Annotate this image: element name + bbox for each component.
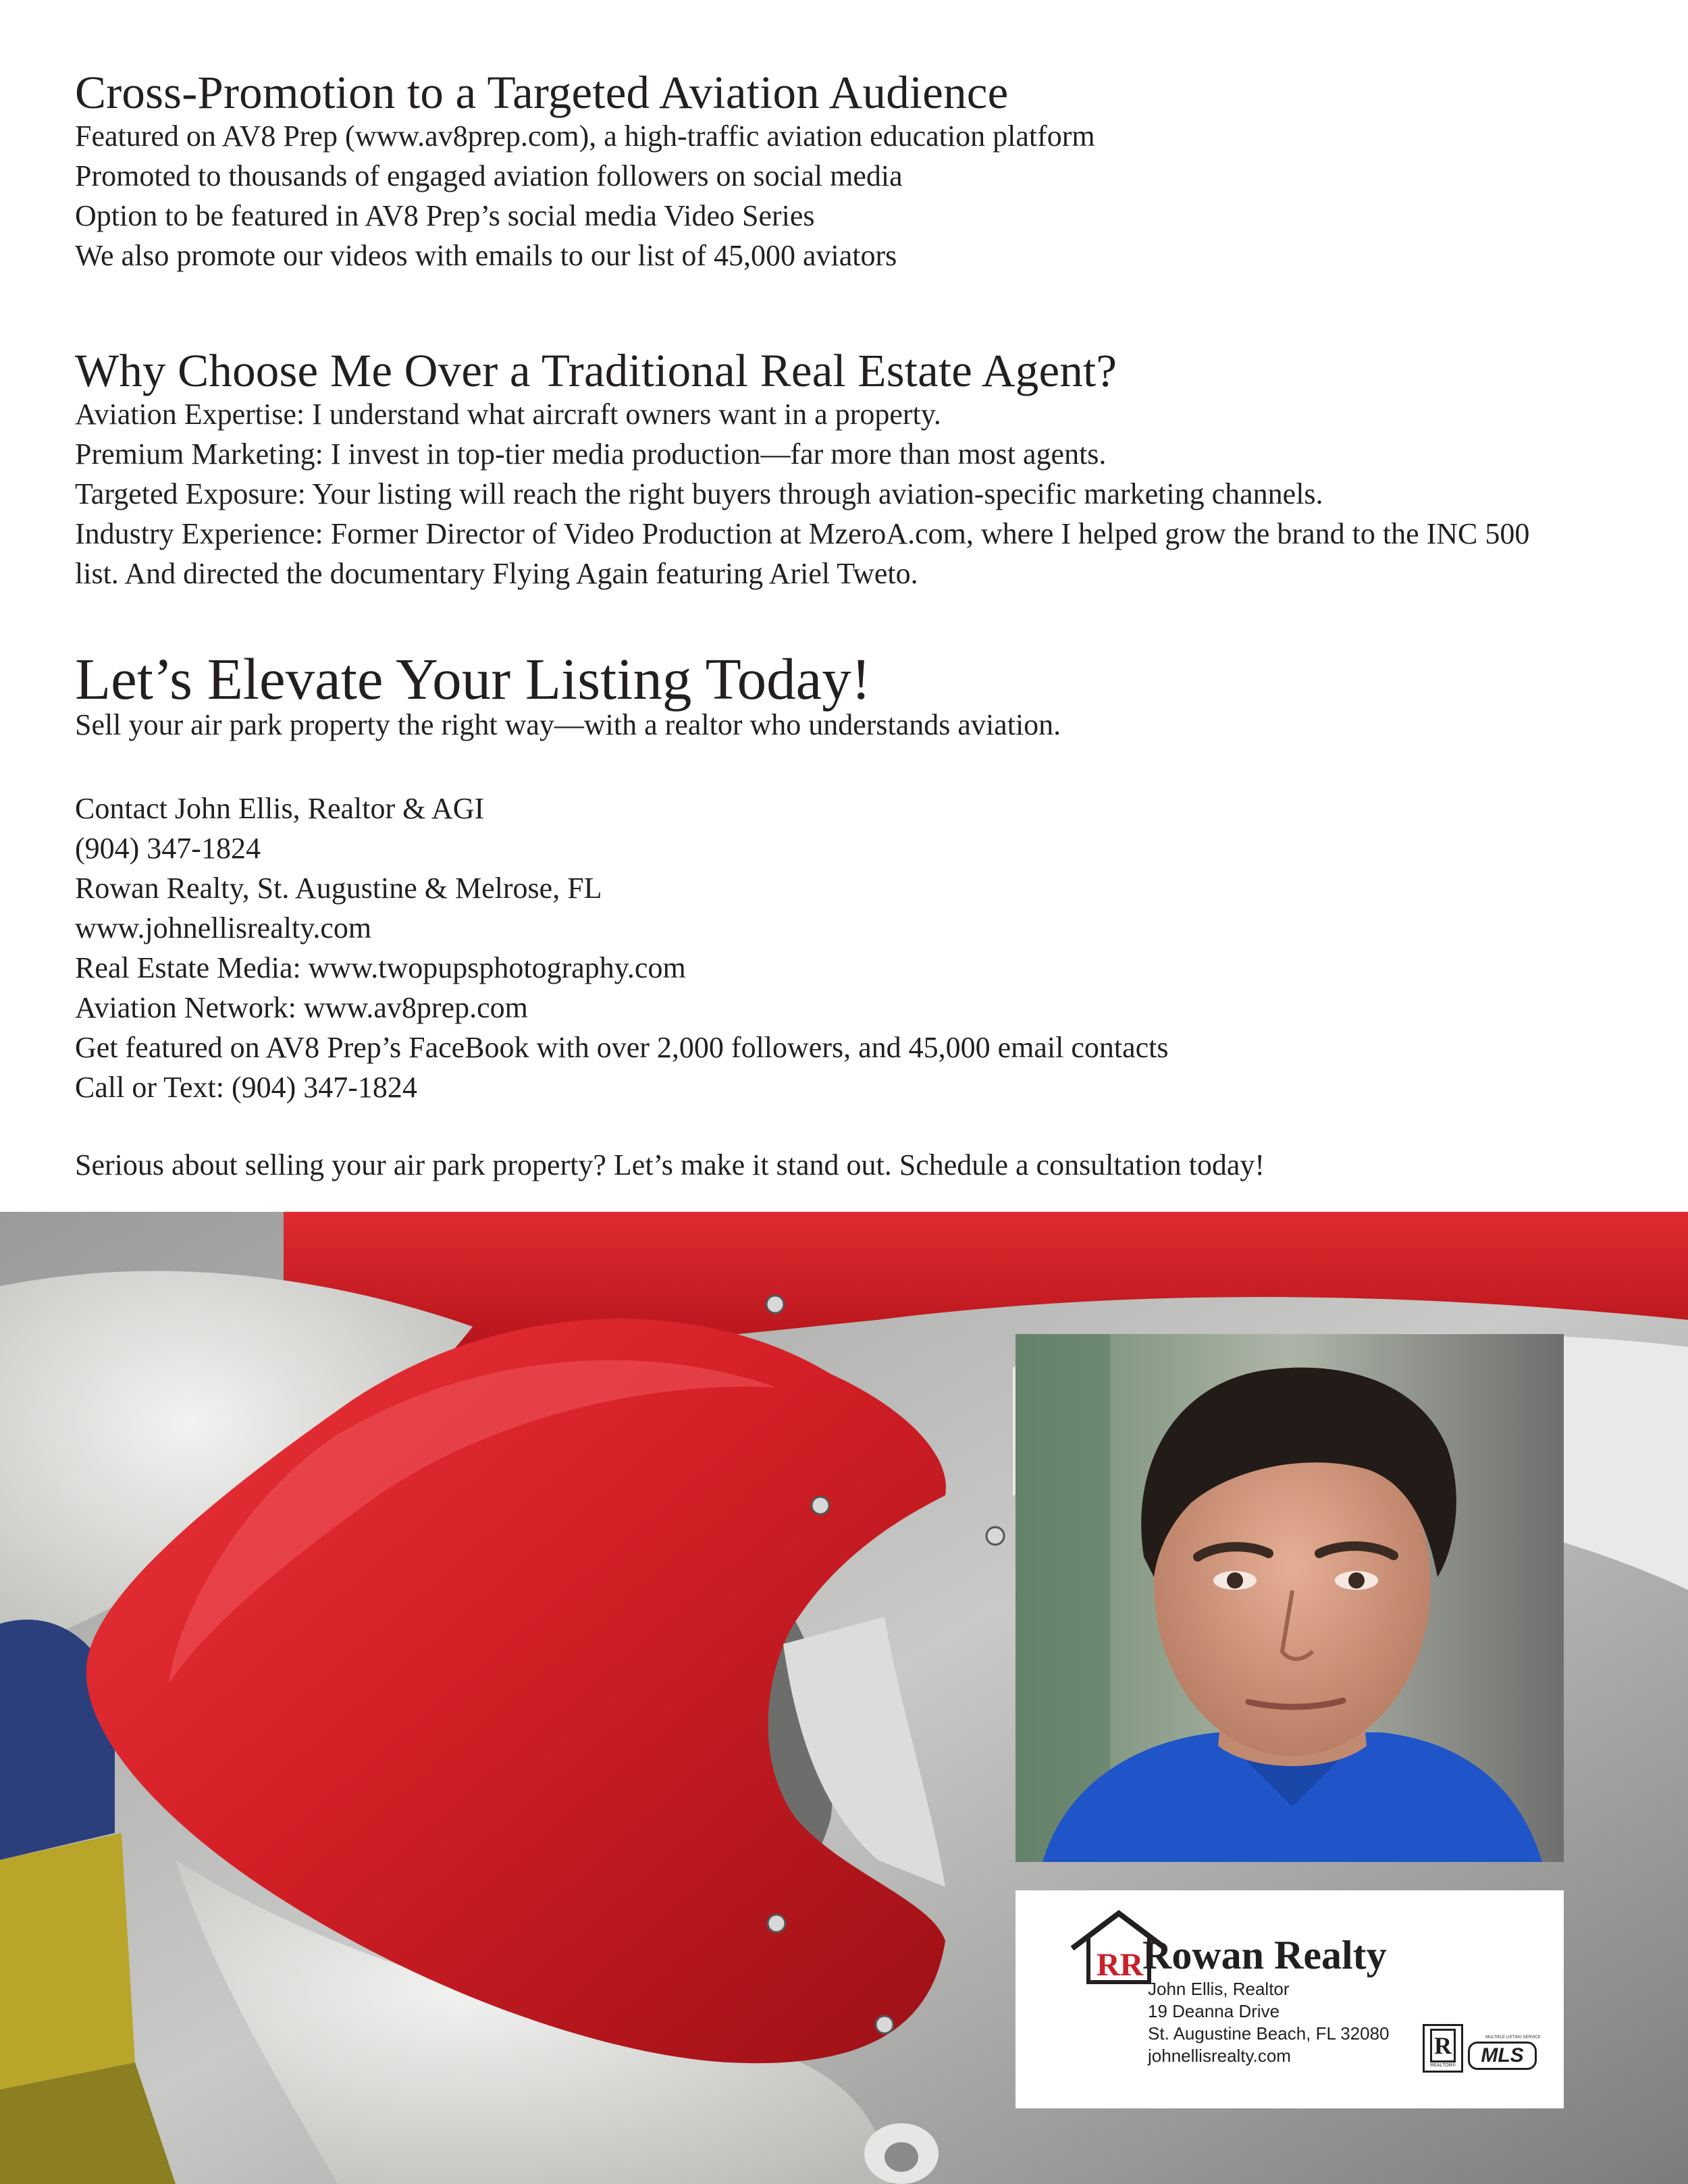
- contact-line: Get featured on AV8 Prep’s FaceBook with over 2,000 followers, and 45,000 email contacts: [75, 1031, 1169, 1064]
- card-details: [1148, 1978, 1390, 2067]
- contact-website-link[interactable]: www.johnellisrealty.com: [75, 911, 372, 944]
- cross-promo-line: We also promote our videos with emails to our list of 45,000 aviators: [75, 238, 897, 272]
- elevate-subheading: Sell your air park property the right way—with a realtor who understands aviation.: [75, 708, 1061, 741]
- why-choose-line: Aviation Expertise: I understand what aircraft owners want in a property.: [75, 397, 941, 431]
- contact-call-text[interactable]: Call or Text: (904) 347-1824: [75, 1071, 417, 1104]
- realtor-caption: REALTOR®: [1430, 2063, 1456, 2068]
- contact-aviation-link[interactable]: Aviation Network: www.av8prep.com: [75, 991, 528, 1024]
- mls-caption: MULTIPLE LISTING SERVICE: [1485, 2035, 1541, 2040]
- why-choose-heading: Why Choose Me Over a Traditional Real Estate Agent?: [75, 345, 1117, 396]
- logo-letters: RR: [1097, 1947, 1144, 1983]
- card-website-link[interactable]: johnellisrealty.com: [1148, 2046, 1291, 2066]
- realtor-r-icon: R: [1430, 2029, 1456, 2062]
- realtor-badge: [1423, 2024, 1463, 2073]
- brand-name: Rowan Realty: [1142, 1933, 1387, 1977]
- contact-phone[interactable]: (904) 347-1824: [75, 832, 261, 865]
- cross-promo-section: [75, 68, 1614, 275]
- why-choose-line: Targeted Exposure: Your listing will reach the right buyers through aviation-specific marketing channels.: [75, 477, 1323, 510]
- mls-badge: [1468, 2035, 1549, 2074]
- contact-line: Rowan Realty, St. Augustine & Melrose, FL: [75, 872, 602, 905]
- mls-logo: MLS: [1468, 2042, 1537, 2070]
- realtor-portrait-photo: [1016, 1334, 1564, 1862]
- contact-media-link[interactable]: Real Estate Media: www.twopupsphotography.com: [75, 951, 686, 984]
- card-address-line1: 19 Deanna Drive: [1148, 2001, 1280, 2021]
- contact-line: Contact John Ellis, Realtor & AGI: [75, 792, 485, 825]
- why-choose-line: Industry Experience: Former Director of Video Production at MzeroA.com, where I helped grow the brand to the INC 500 list. And directed the documentary Flying Again featuring Ariel Tweto.: [75, 516, 1530, 590]
- business-card: [1016, 1890, 1564, 2108]
- realtor-portrait-illustration: [1016, 1334, 1564, 1862]
- card-address-line2: St. Augustine Beach, FL 32080: [1148, 2023, 1390, 2044]
- contact-section: [75, 789, 1614, 1185]
- cross-promo-line: Option to be featured in AV8 Prep’s social media Video Series: [75, 198, 815, 232]
- why-choose-section: [75, 346, 1614, 593]
- elevate-section: [75, 647, 1614, 745]
- elevate-heading: Let’s Elevate Your Listing Today!: [75, 646, 871, 712]
- cross-promo-heading: Cross-Promotion to a Targeted Aviation Audience: [75, 67, 1009, 118]
- contact-closing: Serious about selling your air park property? Let’s make it stand out. Schedule a consultation today!: [75, 1148, 1265, 1181]
- card-name: John Ellis, Realtor: [1148, 1979, 1290, 1999]
- cross-promo-line: Promoted to thousands of engaged aviation followers on social media: [75, 159, 903, 192]
- cross-promo-line: Featured on AV8 Prep (www.av8prep.com), a high-traffic aviation education platform: [75, 119, 1095, 153]
- why-choose-line: Premium Marketing: I invest in top-tier media production—far more than most agents.: [75, 437, 1107, 471]
